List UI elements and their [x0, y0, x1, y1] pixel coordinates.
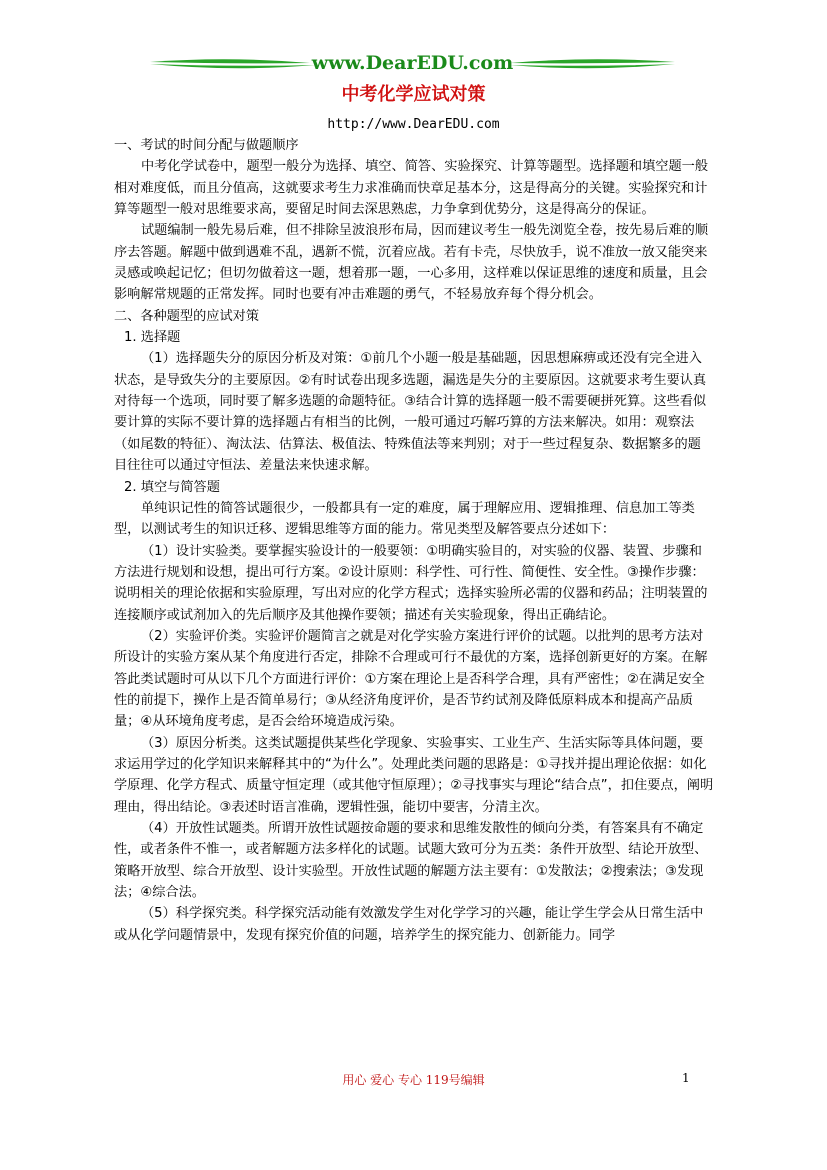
paragraph: （2）实验评价类。实验评价题简言之就是对化学实验方案进行评价的试题。以批判的思考方法对所设计的实验方案从某个角度进行否定，排除不合理或可行不最优的方案，选择创新更好的方案。在解答此类试题时可从以下几个方面进行评价：①方案在理论上是否科学合理，具有严密性；②在满足安全性的前提下，操作上是否简单易行；③从经济角度评价，是否节约试剂及降低原料成本和提高产品质量；④从环境角度考虑，是否会给环境造成污染。	[114, 628, 708, 730]
section-heading: 二、各种题型的应试对策	[114, 308, 260, 324]
page-title: 中考化学应试对策	[341, 84, 486, 105]
paragraph: （1）选择题失分的原因分析及对策：①前几个小题一般是基础题，因思想麻痹或还没有完全进入状态，是导致失分的主要原因。②有时试卷出现多选题，漏选是失分的主要原因。这就要求考生要认真对待每一个选项，同时要了解多选题的命题特征。③结合计算的选择题一般不需要硬拼死算。这些看似要计算的实际不要计算的选择题占有相当的比例，一般可通过巧解巧算的方法来解决。如用：观察法（如尾数的特征）、淘汰法、估算法、极值法、特殊值法等来判别；对于一些过程复杂、数据繁多的题目往往可以通过守恒法、差量法来快速求解。	[114, 351, 707, 474]
paragraph: 单纯识记性的简答试题很少，一般都具有一定的难度，属于理解应用、逻辑推理、信息加工等类型，以测试考生的知识迁移、逻辑思维等方面的能力。常见类型及解答要点分述如下：	[114, 500, 695, 538]
footer-slogan: 用心 爱心 专心 119号编辑	[342, 1073, 485, 1087]
paragraph: 试题编制一般先易后难，但不排除呈波浪形布局，因而建议考生一般先浏览全卷，按先易后难的顺序去答题。解题中做到遇难不乱，遇新不慌，沉着应战。若有卡壳，尽快放手，说不准放一放又能突来灵感或唤起记忆；但切勿做着这一题，想着那一题，一心多用，这样难以保证思维的速度和质量，且会影响解常规题的正常发挥。同时也要有冲击难题的勇气，不轻易放弃每个得分机会。	[114, 223, 709, 303]
section-heading: 一、考试的时间分配与做题顺序	[114, 138, 299, 153]
site-url[interactable]: http://www.DearEDU.com	[327, 117, 500, 132]
paragraph: 中考化学试卷中，题型一般分为选择、填空、简答、实验探究、计算等题型。选择题和填空题一般相对难度低，而且分值高，这就要求考生力求准确而快章足基本分，这是得高分的关键。实验探究和计算等题型一般对思维要求高，要留足时间去深思熟虑，力争拿到优势分，这是得高分的保证。	[114, 159, 709, 218]
paragraph: （5）科学探究类。科学探究活动能有效激发学生对化学学习的兴趣，能让学生学会从日常生活中或从化学问题情景中，发现有探究价值的问题，培养学生的探究能力、创新能力。同学	[114, 906, 704, 943]
banner-text: www.DearEDU.com	[311, 52, 514, 74]
subsection-heading: 2. 填空与简答题	[124, 479, 220, 495]
paragraph: （1）设计实验类。要掌握实验设计的一般要领：①明确实验目的，对实验的仪器、装置、步骤和方法进行规划和设想，提出可行方案。②设计原则：科学性、可行性、简便性、安全性。③操作步骤：说明相关的理论依据和实验原理，写出对应的化学方程式；选择实验所必需的仪器和药品；注明装置的连接顺序或试剂加入的先后顺序及其他操作要领；描述有关实验现象，得出正确结论。	[114, 543, 708, 623]
paragraph: （4）开放性试题类。所谓开放性试题按命题的要求和思维发散性的倾向分类，有答案具有不确定性，或者条件不惟一，或者解题方法多样化的试题。试题大致可分为五类：条件开放型、结论开放型、策略开放型、综合开放型、设计实验型。开放性试题的解题方法主要有：①发散法；②搜索法；③发现法；④综合法。	[114, 821, 708, 901]
page-number: 1	[682, 1071, 690, 1085]
document-body	[114, 135, 714, 946]
paragraph: （3）原因分析类。这类试题提供某些化学现象、实验事实、工业生产、生活实际等具体问题，要求运用学过的化学知识来解释其中的“为什么”。处理此类问题的思路是：①寻找并提出理论依据：如化学原理、化学方程式、质量守恒定理（或其他守恒原理）；②寻找事实与理论“结合点”，扣住要点，阐明理由，得出结论。③表述时语言准确，逻辑性强，能切中要害，分清主次。	[114, 735, 714, 815]
site-banner	[150, 50, 675, 80]
subsection-heading: 1. 选择题	[124, 330, 181, 346]
